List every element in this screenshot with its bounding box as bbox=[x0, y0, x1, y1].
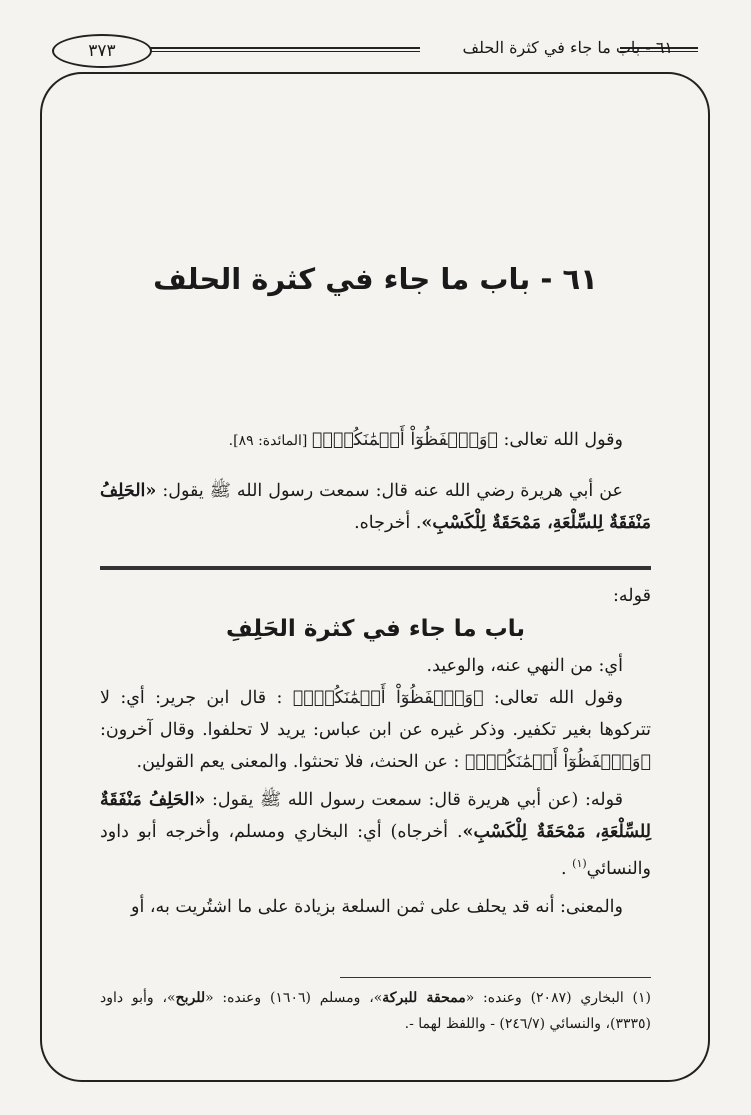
footnote bbox=[100, 985, 651, 1037]
p3-c: . bbox=[561, 858, 573, 879]
p2-c: : عن الحنث، فلا تحنثوا. والمعنى يعم القولين. bbox=[136, 752, 465, 772]
sharh-p3 bbox=[100, 784, 651, 885]
footnote-text-b: »، ومسلم (١٦٠٦) وعنده: « bbox=[205, 990, 383, 1006]
footnote-ref[interactable]: (١) bbox=[572, 857, 587, 870]
verse-intro: وقول الله تعالى: bbox=[497, 430, 623, 450]
p2-a: وقول الله تعالى: bbox=[483, 688, 623, 708]
footnote-bold-2: للربح bbox=[175, 990, 206, 1006]
hadith-intro: عن أبي هريرة رضي الله عنه قال: سمعت رسول الله ﷺ يقول: bbox=[156, 481, 623, 501]
page-number: ٣٧٣ bbox=[52, 34, 152, 68]
sharh-section bbox=[100, 580, 651, 923]
header-rule-left bbox=[148, 47, 420, 52]
footnote-rule bbox=[340, 977, 651, 978]
matn-hadith bbox=[100, 475, 651, 539]
quran-verse: ﴿وَٱحۡفَظُوٓاْ أَيۡمَٰنَكُمۡۚ﴾ bbox=[311, 430, 498, 450]
footnote-text-a: البخاري (٢٠٨٧) وعنده: « bbox=[465, 990, 633, 1006]
page-frame bbox=[40, 72, 710, 1082]
sharh-p4: والمعنى: أنه قد يحلف على ثمن السلعة بزيادة على ما اشتُريت به، أو bbox=[131, 896, 623, 917]
running-header bbox=[0, 0, 751, 80]
p3-a: قوله: (عن أبي هريرة قال: سمعت رسول الله ﷺ يقول: bbox=[205, 790, 624, 810]
p2-verse2: ﴿وَٱحۡفَظُوٓاْ أَيۡمَٰنَكُمۡۚ﴾ bbox=[464, 752, 651, 772]
p2-b: : قال ابن جرير: أي: لا تتركوها بغير تكفير. وذكر غيره عن ابن عباس: يريد لا تحلفوا. وقال آخرون: bbox=[100, 688, 651, 740]
sub-heading: باب ما جاء في كثرة الحَلِفِ bbox=[225, 616, 526, 642]
p2-verse: ﴿وَٱحۡفَظُوٓاْ أَيۡمَٰنَكُمۡۚ﴾ bbox=[292, 688, 484, 708]
hadith-end: . أخرجاه. bbox=[354, 513, 422, 533]
footnote-text-c: »، وأبو داود (٣٣٣٥)، والنسائي (٢٤٦/٧) - واللفظ لهما -. bbox=[100, 990, 651, 1032]
chapter-title: ٦١ - باب ما جاء في كثرة الحلف bbox=[153, 262, 598, 296]
running-title: ٦١ - باب ما جاء في كثرة الحلف bbox=[462, 38, 673, 57]
footnote-bold-1: ممحقة للبركة bbox=[382, 990, 466, 1006]
p3-bold: «الحَلِفُ مَنْفَقَةٌ لِلسِّلْعَةِ، مَمْحَقَةٌ لِلْكَسْبِ» bbox=[100, 790, 652, 842]
verse-ref: [المائدة: ٨٩]. bbox=[228, 433, 312, 449]
p3-b: . أخرجاه) أي: البخاري ومسلم، وأخرجه أبو داود والنسائي bbox=[100, 822, 651, 879]
footnote-marker: (١) bbox=[632, 990, 651, 1006]
sharh-p1: أي: من النهي عنه، والوعيد. bbox=[426, 656, 623, 676]
hadith-text: «الحَلِفُ مَنْفَقَةٌ لِلسِّلْعَةِ، مَمْحَقَةٌ لِلْكَسْبِ» bbox=[100, 481, 651, 533]
qawluhu-label: قوله: bbox=[612, 586, 651, 606]
sharh-p2 bbox=[100, 682, 651, 778]
matn-verse bbox=[100, 424, 651, 457]
matn-section bbox=[100, 424, 651, 539]
section-divider bbox=[100, 566, 651, 570]
